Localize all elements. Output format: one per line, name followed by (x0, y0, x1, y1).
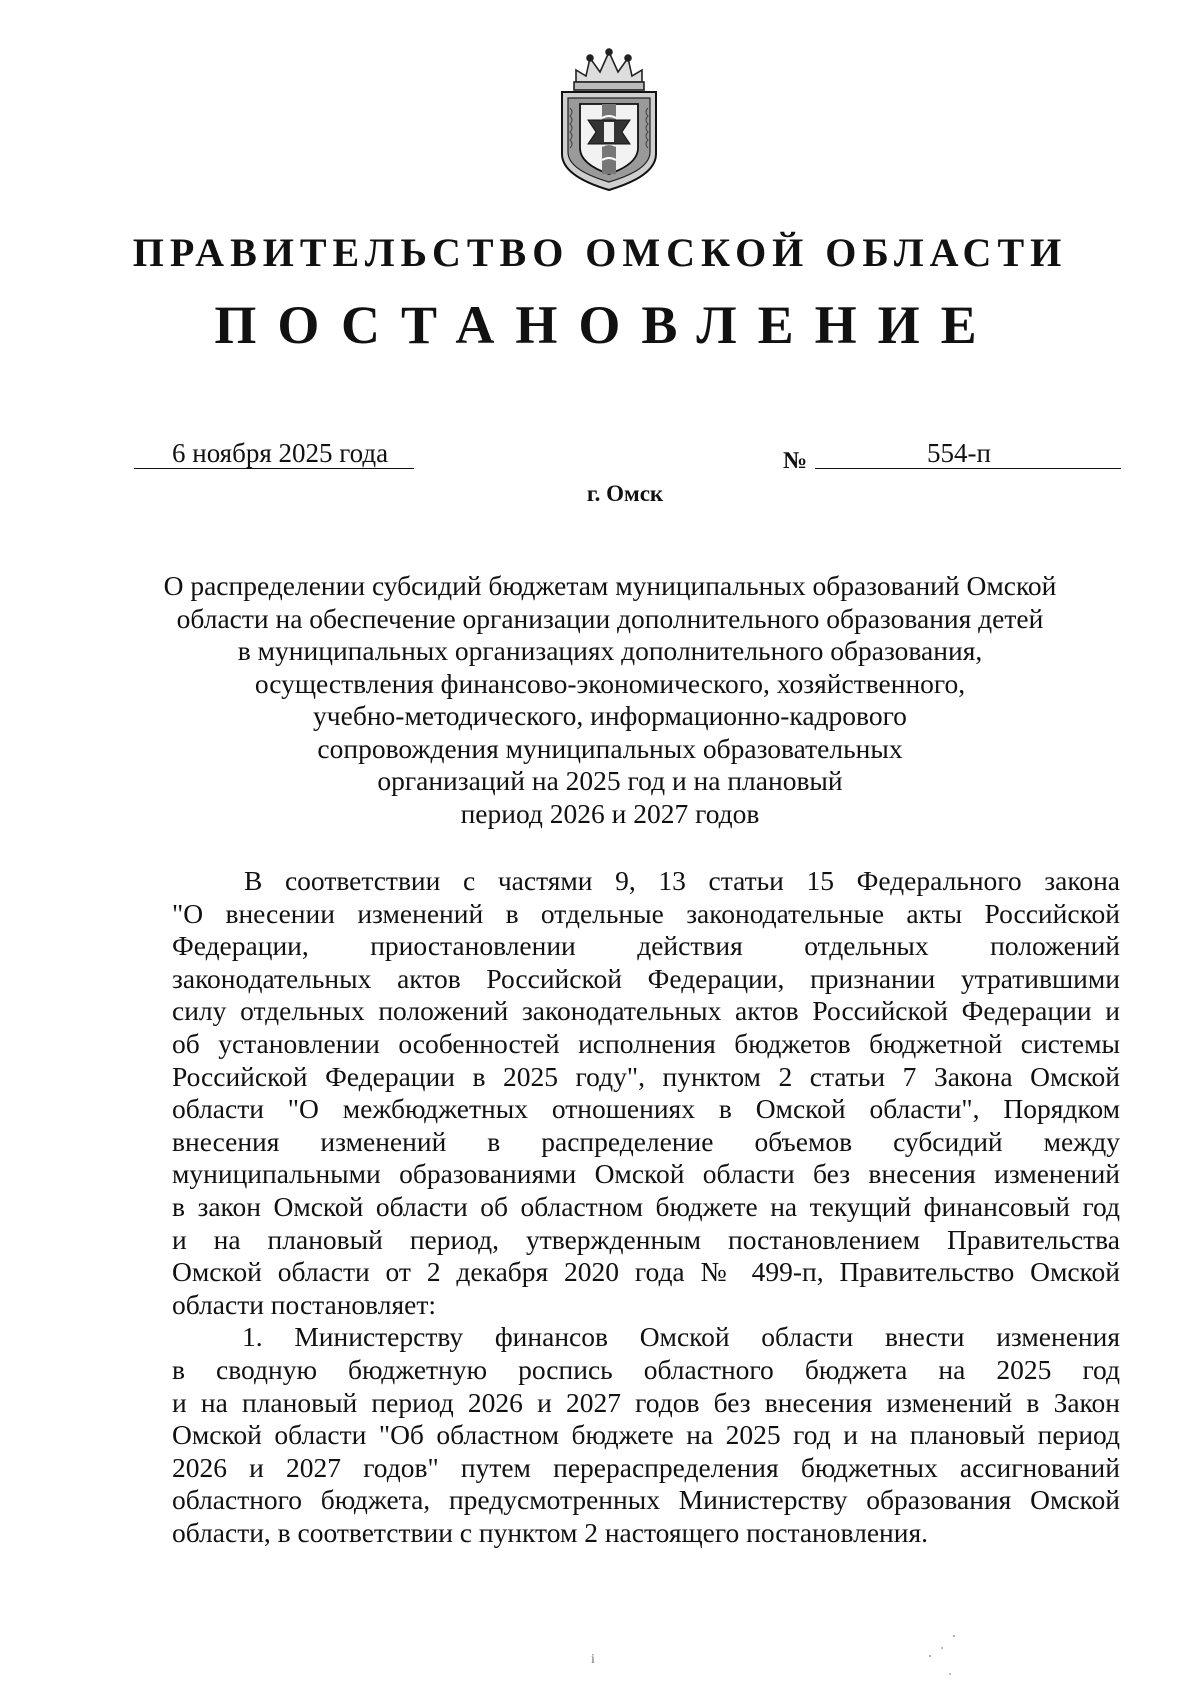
page-mark: i (591, 1652, 595, 1667)
body-line: в закон Омской области об областном бюджете на текущий финансовый год (172, 1190, 1120, 1222)
body-line: областного бюджета, предусмотренных Министерству образования Омской (172, 1484, 1120, 1516)
document-body (172, 865, 1120, 1549)
body-line: В соответствии с частями 9, 13 статьи 15 Федерального закона (244, 865, 1120, 896)
subject-line: сопровождения муниципальных образовательных (317, 732, 903, 764)
body-line: "О внесении изменений в отдельные законодательные акты Российской (172, 897, 1120, 929)
body-line: Российской Федерации в 2025 году", пунктом 2 статьи 7 Закона Омской (172, 1060, 1120, 1092)
body-line: области постановляет: (172, 1288, 437, 1320)
subject-line: области на обеспечение организации дополнительного образования детей (176, 602, 1044, 634)
organization-title: ПРАВИТЕЛЬСТВО ОМСКОЙ ОБЛАСТИ (132, 230, 1068, 275)
subject-line: учебно-методического, информационно-кадрового (313, 700, 907, 731)
body-line: в сводную бюджетную роспись областного бюджета на 2025 год (172, 1353, 1120, 1385)
subject-line: О распределении субсидий бюджетам муниципальных образований Омской (163, 570, 1057, 601)
subject-line: организаций на 2025 год и на плановый (377, 765, 843, 796)
document-type-title: ПОСТАНОВЛЕНИЕ (214, 295, 998, 355)
body-line: области, в соответствии с пунктом 2 настоящего постановления. (172, 1516, 928, 1548)
date-field (134, 438, 414, 469)
body-line: муниципальными образованиями Омской области без внесения изменений (172, 1158, 1120, 1190)
document-number: 554-п (927, 438, 991, 468)
subject-line: осуществления финансово-экономического, хозяйственного, (254, 667, 966, 699)
number-label: № (783, 448, 808, 474)
coat-of-arms-emblem (558, 48, 660, 194)
body-line: силу отдельных положений законодательных актов Российской Федерации и (172, 995, 1120, 1027)
subject-line: в муниципальных организациях дополнительного образования, (237, 635, 983, 666)
item-1-paragraph (172, 1321, 1120, 1549)
city-label: г. Омск (586, 481, 664, 506)
preamble-paragraph (172, 865, 1120, 1321)
body-line: об установлении особенностей исполнения бюджетов бюджетной системы (172, 1027, 1120, 1059)
document-date: 6 ноября 2025 года (172, 438, 389, 468)
subject-line: период 2026 и 2027 годов (460, 797, 760, 829)
document-subject (150, 570, 1070, 830)
body-line: Омской области "Об областном бюджете на 2025 год и на плановый период (172, 1419, 1120, 1451)
body-line: области "О межбюджетных отношениях в Омской области", Порядком (172, 1093, 1120, 1125)
scan-specks (920, 1630, 980, 1690)
number-field (815, 438, 1121, 469)
body-line: 2026 и 2027 годов" путем перераспределения бюджетных ассигнований (172, 1451, 1120, 1483)
body-line: 1. Министерству финансов Омской области внести изменения (242, 1321, 1120, 1353)
body-line: Омской области от 2 декабря 2020 года № 499-п, Правительство Омской (172, 1256, 1120, 1288)
body-line: и на плановый период, утвержденным постановлением Правительства (172, 1223, 1120, 1255)
body-line: внесения изменений в распределение объемов субсидий между (172, 1125, 1120, 1157)
body-line: законодательных актов Российской Федерации, признании утратившими (172, 962, 1120, 994)
body-line: и на плановый период 2026 и 2027 годов без внесения изменений в Закон (172, 1386, 1120, 1418)
body-line: Федерации, приостановлении действия отдельных положений (172, 930, 1120, 962)
